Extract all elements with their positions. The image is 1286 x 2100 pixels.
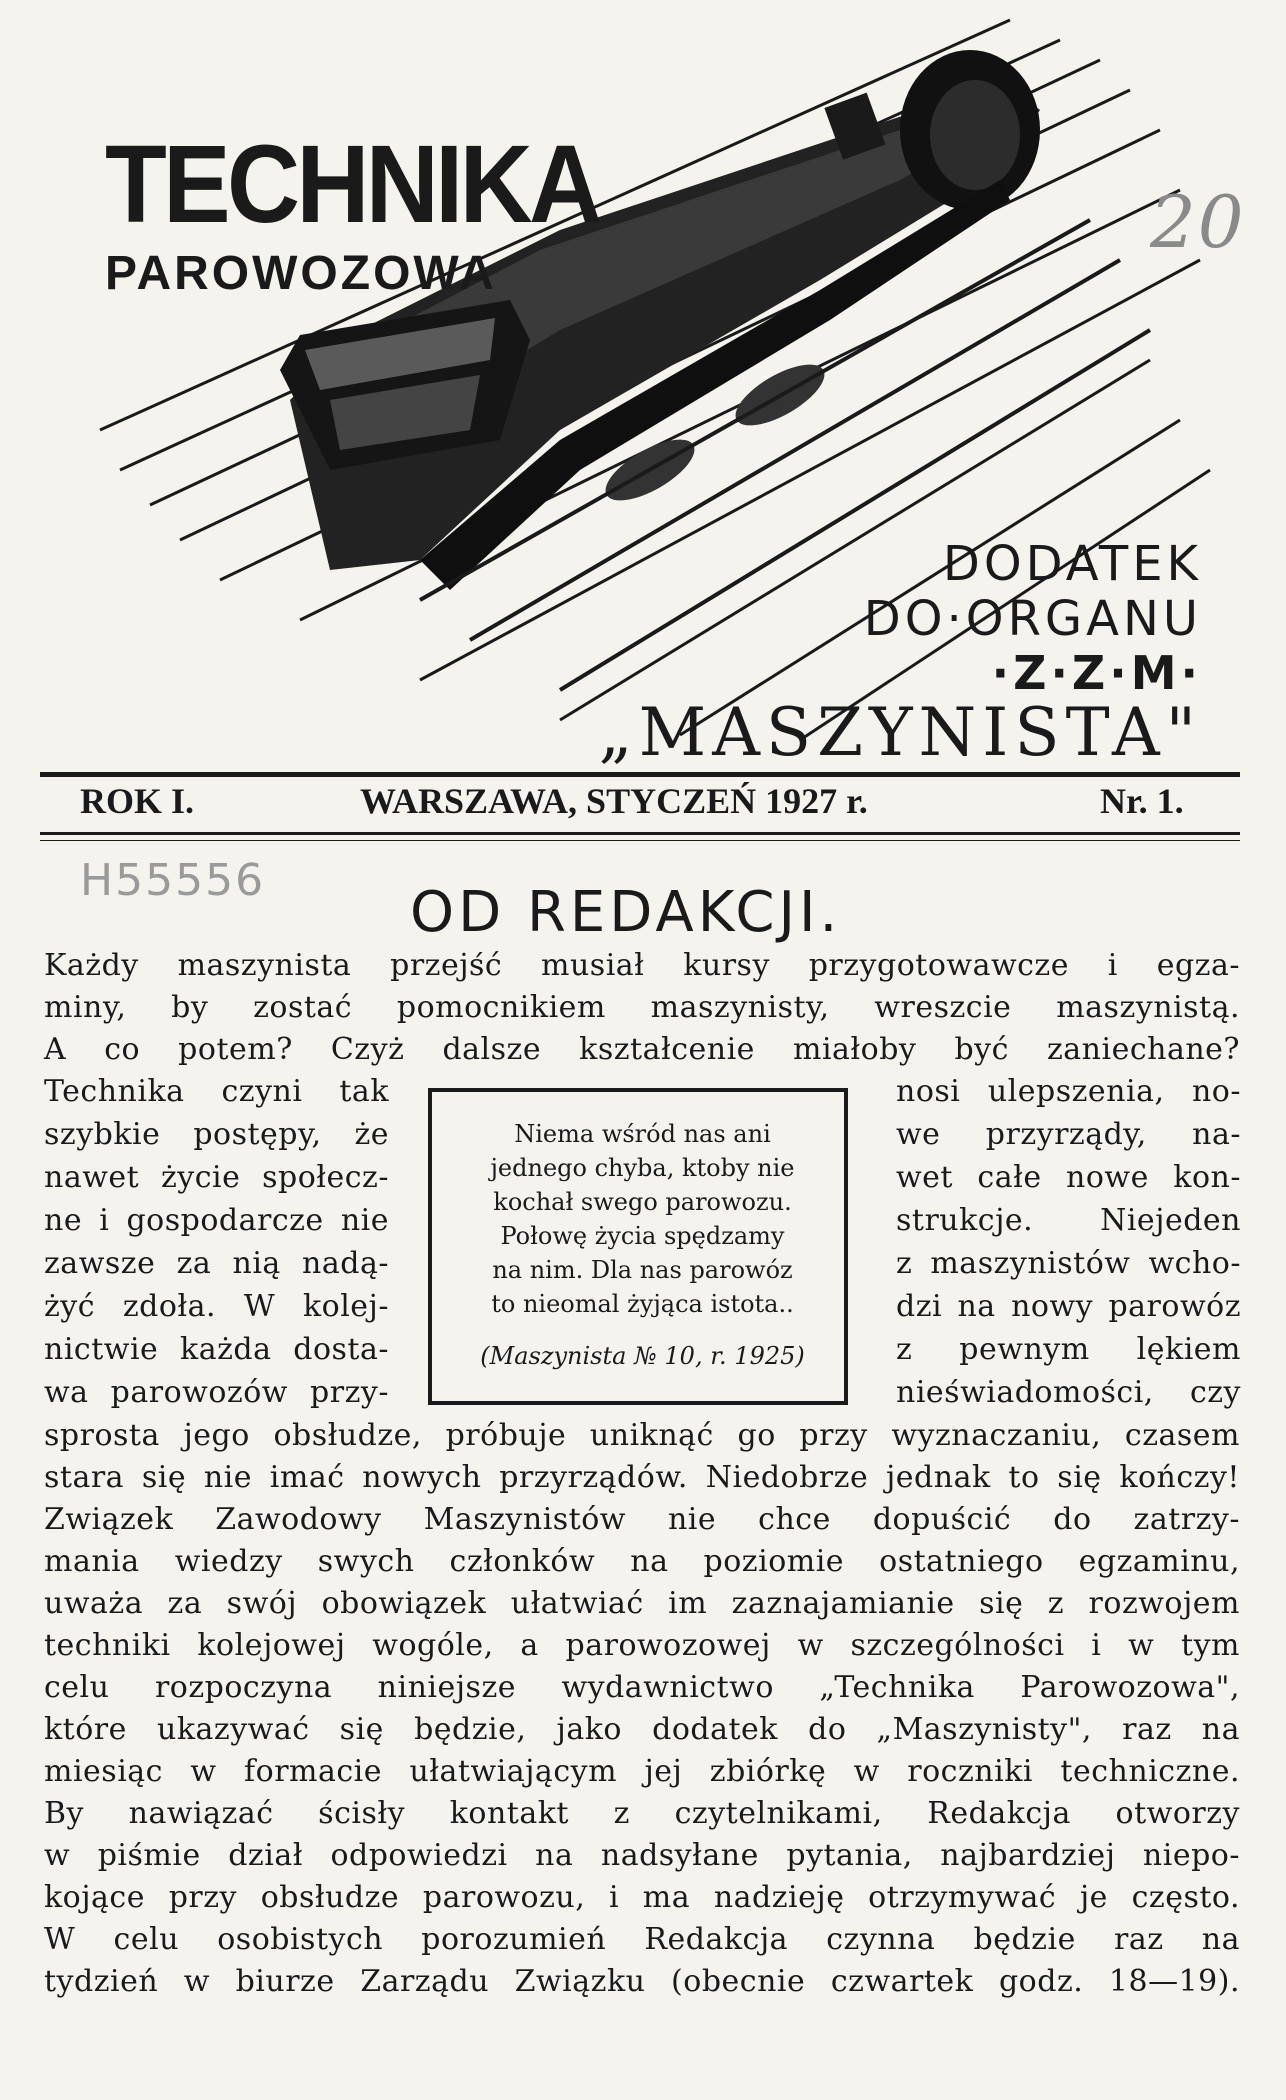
divider-top	[40, 772, 1240, 777]
right-col-line: nosi ulepszenia, no-	[896, 1074, 1241, 1109]
library-stamp: H55556	[80, 855, 266, 906]
right-col-line: z pewnym lękiem	[896, 1332, 1241, 1367]
text-line: tydzień w biurze Zarządu Związku (obecnie czwartek godz. 18—19).	[44, 1964, 1240, 1999]
left-col-line: ne i gospodarcze nie	[44, 1203, 389, 1238]
right-col-line: dzi na nowy parowóz	[896, 1289, 1241, 1324]
text-line: miesiąc w formacie ułatwiającym jej zbiórkę w roczniki techniczne.	[44, 1754, 1240, 1789]
quote-line: jednego chyba, ktoby nie	[490, 1154, 795, 1182]
right-col-line: strukcje. Niejeden	[896, 1203, 1241, 1238]
text-line: By nawiązać ścisły kontakt z czytelnikami, Redakcja otworzy	[44, 1796, 1240, 1831]
text-line: techniki kolejowej wogóle, a parowozowej w szczególności i w tym	[44, 1628, 1240, 1663]
issue-place-date: WARSZAWA, STYCZEŃ 1927 r.	[360, 781, 868, 821]
text-line: Związek Zawodowy Maszynistów nie chce dopuścić do zatrzy-	[44, 1502, 1240, 1537]
right-col-line: wet całe nowe kon-	[896, 1160, 1241, 1195]
quote-line: to nieomal żyjąca istota..	[491, 1290, 794, 1318]
text-line: uważa za swój obowiązek ułatwiać im zaznajamianie się z rozwojem	[44, 1586, 1240, 1621]
text-line: w piśmie dział odpowiedzi na nadsyłane pytania, najbardziej niepo-	[44, 1838, 1240, 1873]
quote-line: Niema wśród nas ani	[514, 1120, 771, 1148]
text-line: stara się nie imać nowych przyrządów. Niedobrze jednak to się kończy!	[44, 1460, 1240, 1495]
divider-bottom	[40, 832, 1240, 835]
text-line: które ukazywać się będzie, jako dodatek do „Maszynisty", raz na	[44, 1712, 1240, 1747]
text-line: miny, by zostać pomocnikiem maszynisty, wreszcie maszynistą.	[44, 990, 1240, 1025]
text-line: Każdy maszynista przejść musiał kursy przygotowawcze i egza-	[44, 948, 1240, 983]
margin-note: 20	[1150, 180, 1246, 264]
text-line: kojące przy obsłudze parowozu, i ma nadzieję otrzymywać je często.	[44, 1880, 1240, 1915]
left-col-line: nictwie każda dosta-	[44, 1332, 389, 1367]
quote-source: (Maszynista № 10, r. 1925)	[480, 1342, 805, 1370]
quote-line: na nim. Dla nas parowóz	[492, 1256, 793, 1284]
text-line: mania wiedzy swych członków na poziomie ostatniego egzaminu,	[44, 1544, 1240, 1579]
left-col-line: żyć zdoła. W kolej-	[44, 1289, 389, 1324]
left-col-line: szybkie postępy, że	[44, 1117, 389, 1152]
text-line: celu rozpoczyna niniejsze wydawnictwo „Technika Parowozowa",	[44, 1670, 1240, 1705]
masthead-title: TECHNIKA	[105, 123, 599, 246]
left-col-line: zawsze za nią nadą-	[44, 1246, 389, 1281]
article-title: OD REDAKCJI.	[410, 880, 842, 945]
supplement-line-1: DODATEK	[942, 536, 1202, 592]
divider-bottom-thin	[40, 840, 1240, 841]
text-line: A co potem? Czyż dalsze kształcenie miałoby być zaniechane?	[44, 1032, 1240, 1067]
supplement-line-2: DO·ORGANU	[863, 591, 1202, 647]
quote-line: Połowę życia spędzamy	[500, 1222, 785, 1250]
supplement-line-4: „MASZYNISTA"	[598, 694, 1202, 771]
left-col-line: nawet życie społecz-	[44, 1160, 389, 1195]
right-col-line: we przyrządy, na-	[896, 1117, 1241, 1152]
issue-number: Nr. 1.	[1100, 781, 1184, 821]
left-col-line: Technika czyni tak	[44, 1074, 389, 1109]
right-col-line: z maszynistów wcho-	[896, 1246, 1241, 1281]
issue-year: ROK I.	[80, 781, 195, 821]
text-line: sprosta jego obsłudze, próbuje uniknąć go przy wyznaczaniu, czasem	[44, 1418, 1240, 1453]
text-line: W celu osobistych porozumień Redakcja czynna będzie raz na	[44, 1922, 1240, 1957]
left-col-line: wa parowozów przy-	[44, 1375, 389, 1410]
quote-line: kochał swego parowozu.	[493, 1188, 792, 1216]
supplement-line-3: ·Z·Z·M·	[991, 646, 1202, 700]
right-col-line: nieświadomości, czy	[896, 1375, 1241, 1410]
masthead-subtitle: PAROWOZOWA	[105, 247, 497, 300]
